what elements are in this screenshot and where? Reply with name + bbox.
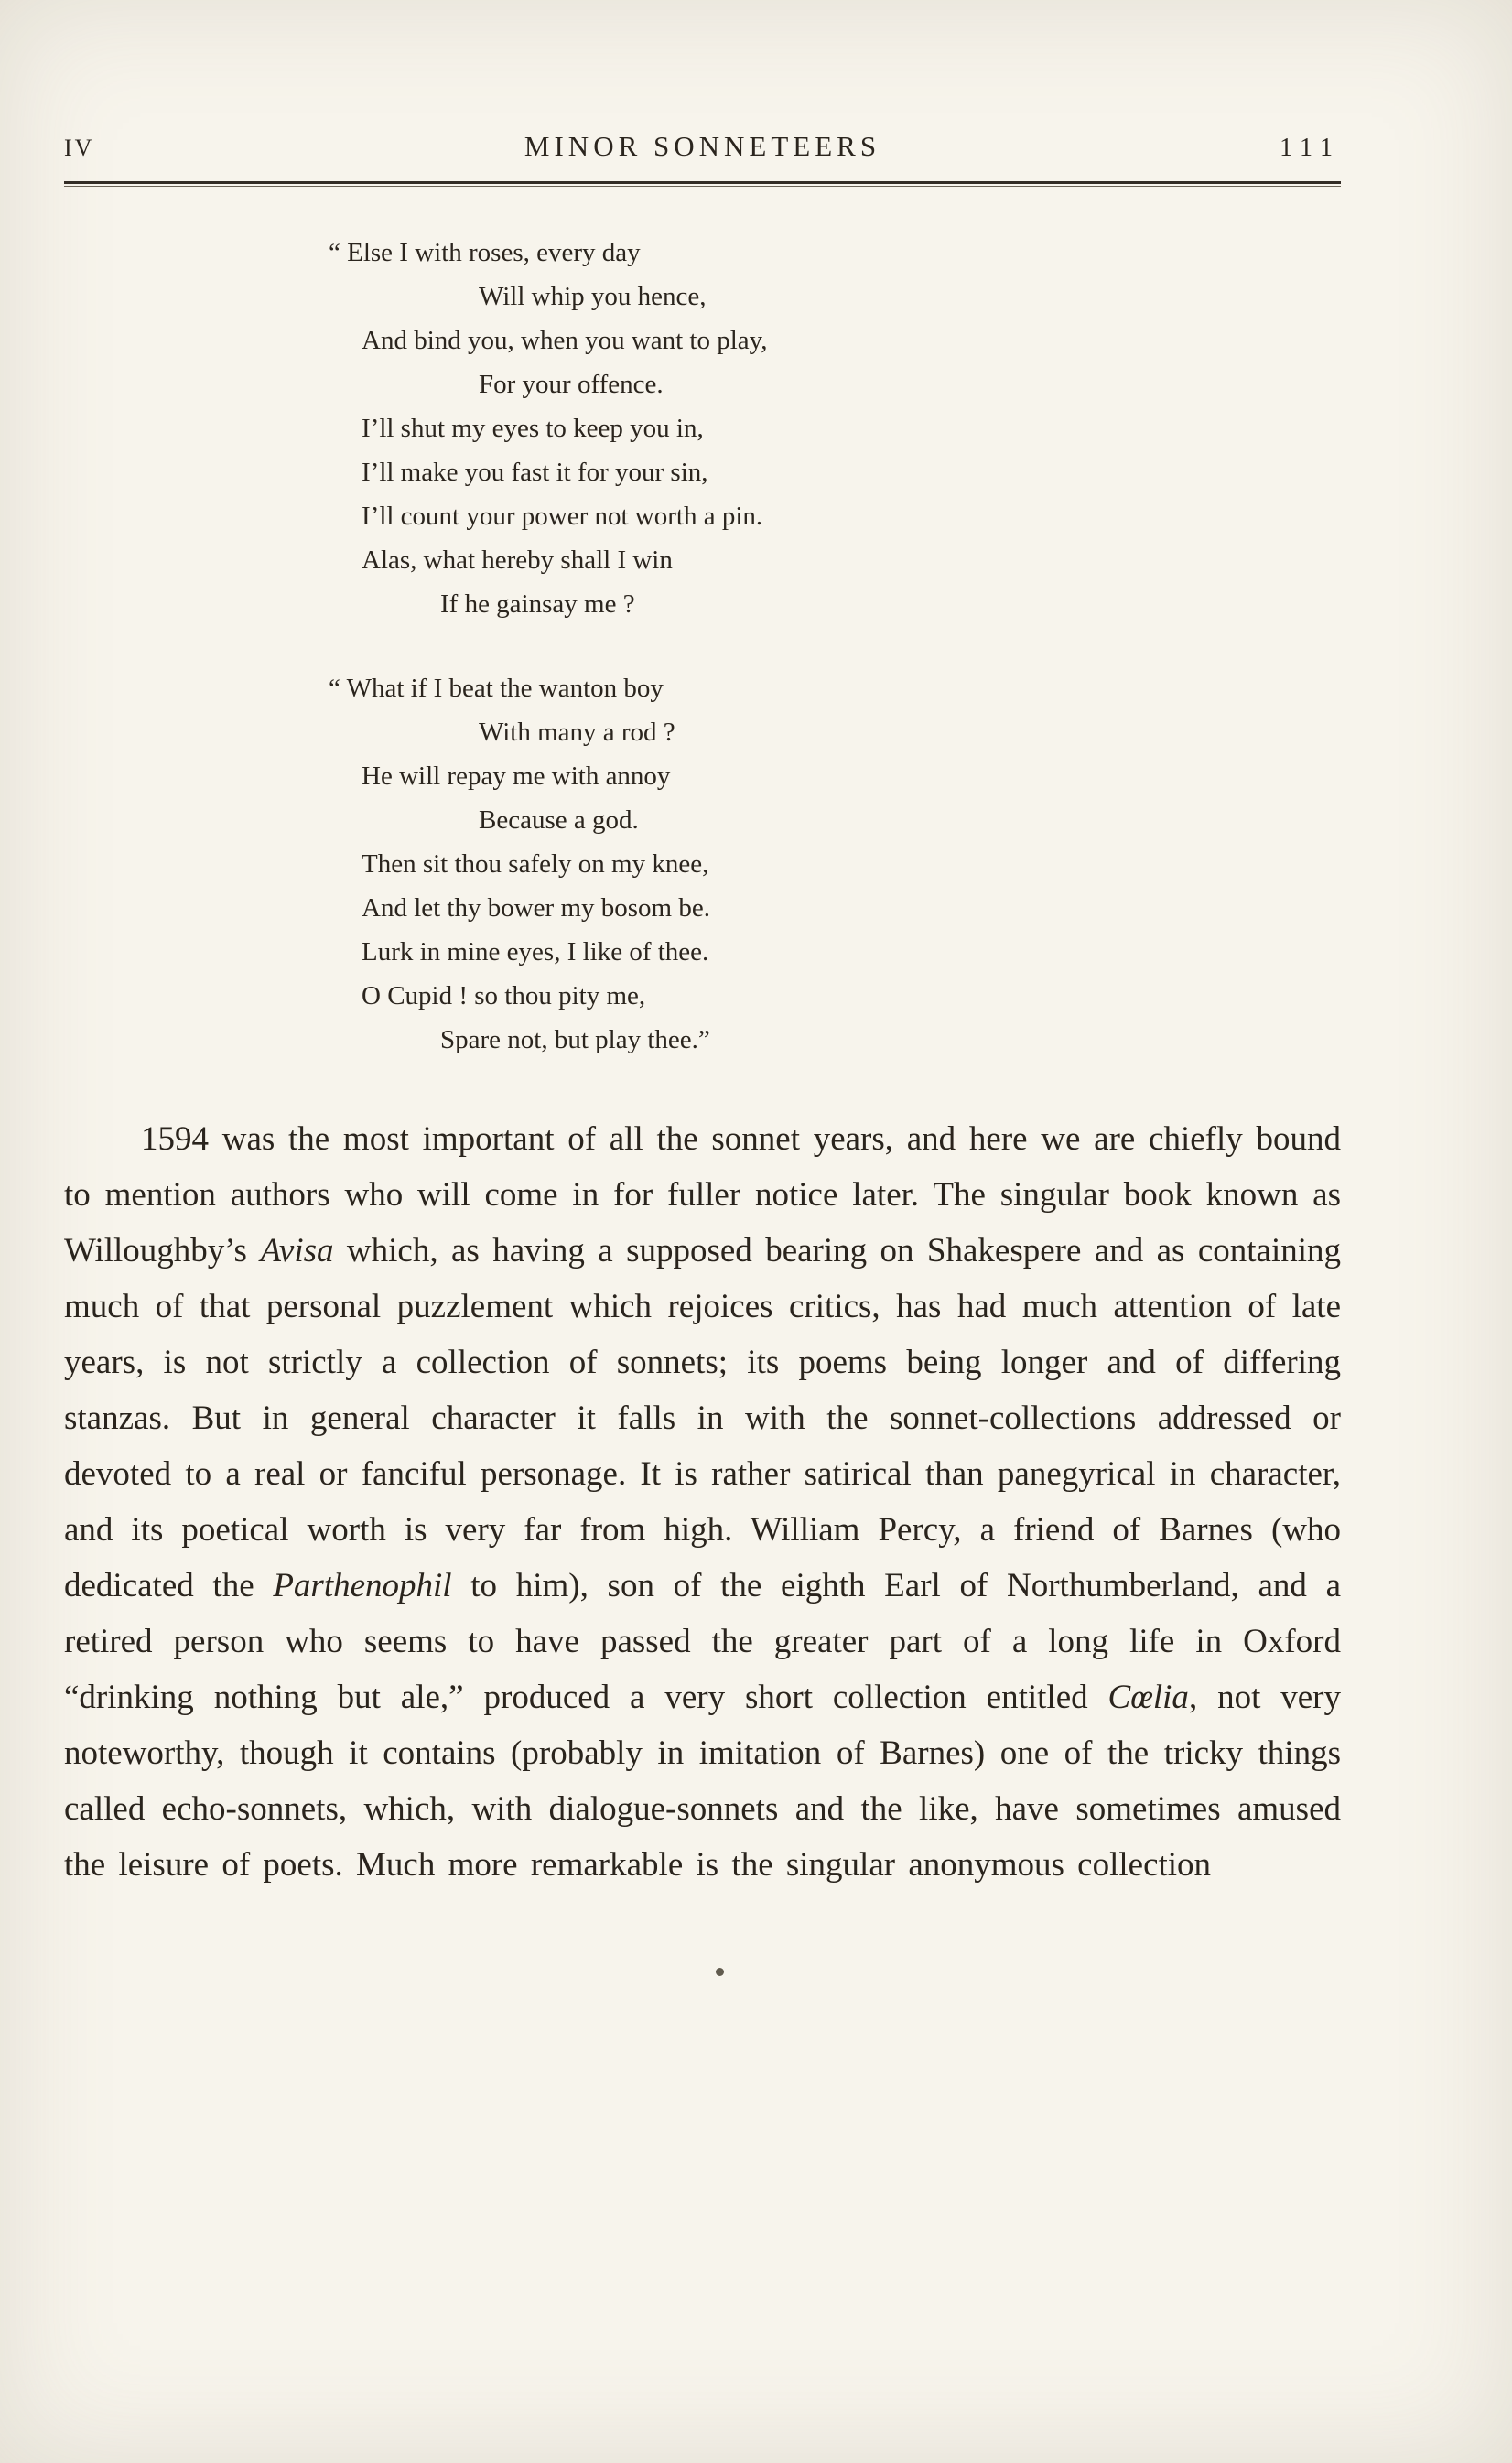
poem-line: If he gainsay me ? (440, 589, 635, 619)
poem-line: Will whip you hence, (479, 282, 707, 311)
poem-line: And bind you, when you want to play, (362, 326, 768, 355)
poem-stanza-2 (329, 666, 1341, 1062)
poem-line: With many a rod ? (479, 718, 675, 747)
prose-text: which, as having a supposed bearing on Shakespere and as containing much of that personal puzzlement which rejoices critics, has had much attention of late years, is not strictly a collection of sonnets; its poems being longer and of differing stanzas. But in general character it falls in with the sonnet-collections addressed or devoted to a real or fanciful personage. It is rather satirical than panegyrical in character, and its poetical worth is very far from high. William Percy, a friend of Barnes (who dedicated the (64, 1232, 1341, 1604)
poem-line: For your offence. (479, 370, 664, 399)
poem-line: “ Else I with roses, every day (329, 238, 641, 267)
poem-line: I’ll count your power not worth a pin. (362, 502, 763, 531)
poem-line: Lurk in mine eyes, I like of thee. (362, 937, 709, 967)
page-number: 111 (1280, 134, 1341, 162)
signature-mark: IV (64, 135, 95, 161)
poem-line: Because a god. (479, 805, 639, 835)
prose-text: to him), son of the eighth Earl of Northumberland, and a retired person who seems to have passed the greater part of a long life in Oxford “drinking nothing but ale,” produced a very short collection entitled (64, 1567, 1342, 1716)
poem-line: I’ll make you fast it for your sin, (362, 458, 708, 487)
poem-line: “ What if I beat the wanton boy (329, 674, 664, 703)
poem-stanza-1 (329, 231, 1341, 626)
book-title-parthenophil: Parthenophil (273, 1567, 452, 1604)
prose-text: 1594 was the most important of all the sonnet years, and here we are chiefly bound to mention authors who will come in for fuller notice later. The singular book known as Willoughby’s (64, 1120, 1341, 1269)
poem-line: Then sit thou safely on my knee, (362, 849, 709, 879)
book-title-avisa: Avisa (260, 1232, 334, 1269)
page-header (64, 130, 1341, 163)
prose-paragraph (64, 1111, 1341, 1893)
poem-line: He will repay me with annoy (362, 762, 671, 791)
ink-spot-artifact (716, 1968, 724, 1976)
poem-line: And let thy bower my bosom be. (362, 893, 710, 923)
poem-line: I’ll shut my eyes to keep you in, (362, 414, 704, 443)
poem-line: Spare not, but play thee.” (440, 1025, 710, 1054)
poem (329, 231, 1341, 1062)
header-rule (64, 181, 1341, 187)
poem-line: Alas, what hereby shall I win (362, 546, 673, 575)
prose-text: , not very noteworthy, though it contains (probably in imitation of Barnes) one of the tricky things called echo-sonnets, which, with dialogue-sonnets and the like, have sometimes amused the leisure of poets. Much more remarkable is the singular anonymous collection (64, 1679, 1341, 1884)
running-title: MINOR SONNETEERS (524, 130, 881, 162)
poem-line: O Cupid ! so thou pity me, (362, 981, 646, 1010)
book-title-coelia: Cœlia (1107, 1679, 1189, 1716)
